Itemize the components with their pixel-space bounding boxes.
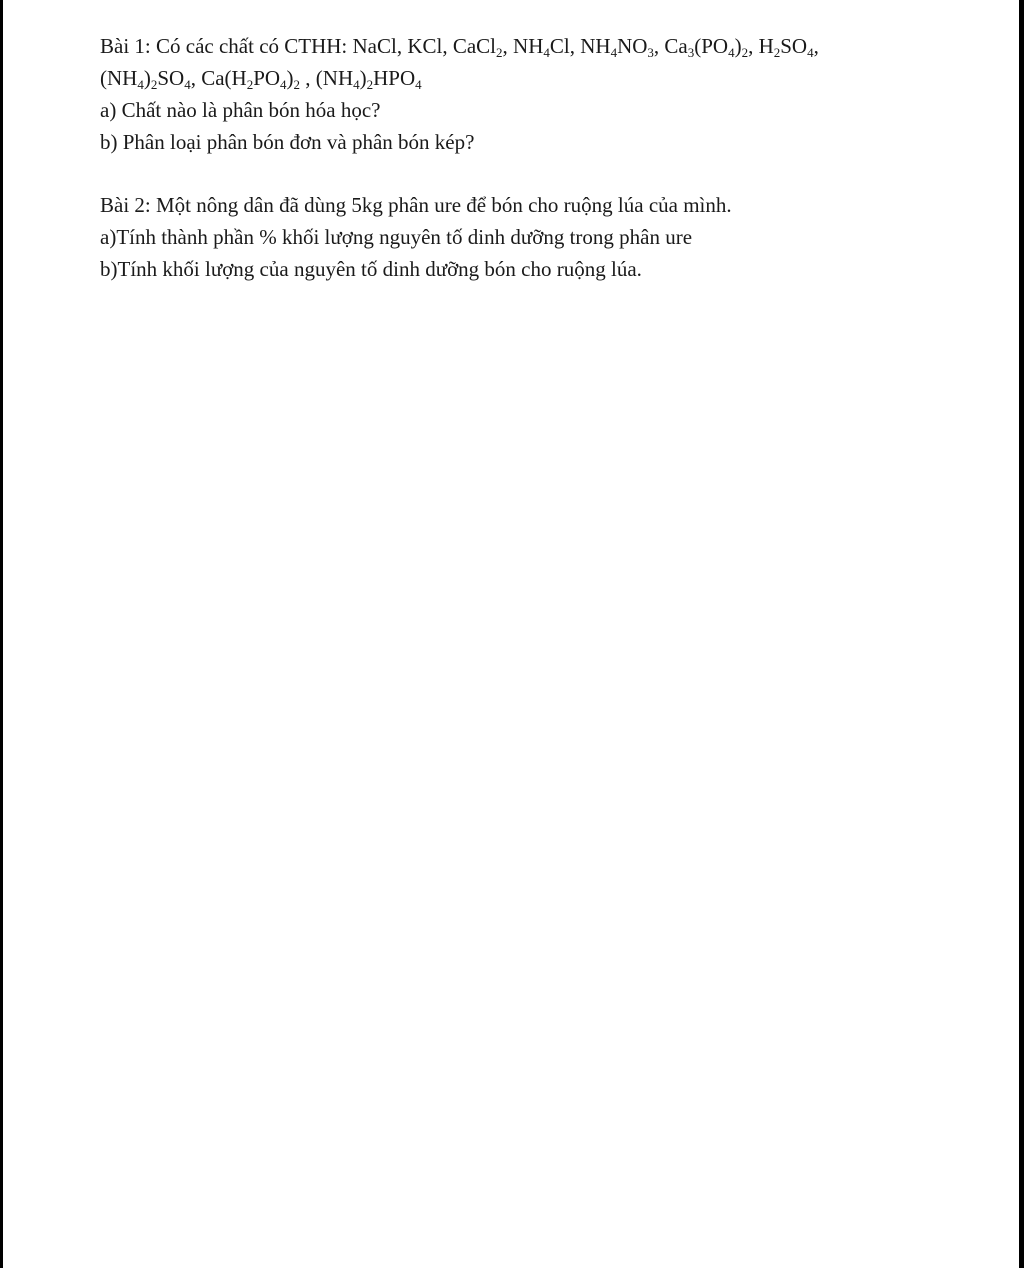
- bai1-question-b: b) Phân loại phân bón đơn và phân bón kép?: [100, 130, 475, 154]
- bai1-formulas-line2: $(NH_4)_2SO_4$, $Ca(H_2PO_4)_2$ , $(NH_4)_2HPO_4$: [100, 66, 422, 92]
- bai2-question-b: b)Tính khối lượng của nguyên tố dinh dưỡng bón cho ruộng lúa.: [100, 257, 642, 281]
- bai2-question-a: a)Tính thành phần % khối lượng nguyên tố dinh dưỡng trong phân ure: [100, 225, 693, 249]
- bai2-heading: Bài 2: Một nông dân đã dùng 5kg phân ure để bón cho ruộng lúa của mình.: [100, 193, 732, 217]
- bai1-question-a: a) Chất nào là phân bón hóa học?: [100, 98, 381, 122]
- document-page: [3, 0, 1019, 1268]
- bai1-heading: Bài 1: Có các chất có CTHH: NaCl, KCl, CaCl$_2$, $NH_4Cl$, $NH_4NO_3$, $Ca_3(PO_4)_2$, $H_2SO_4$,: [100, 34, 819, 60]
- paragraph-spacer: [100, 158, 979, 189]
